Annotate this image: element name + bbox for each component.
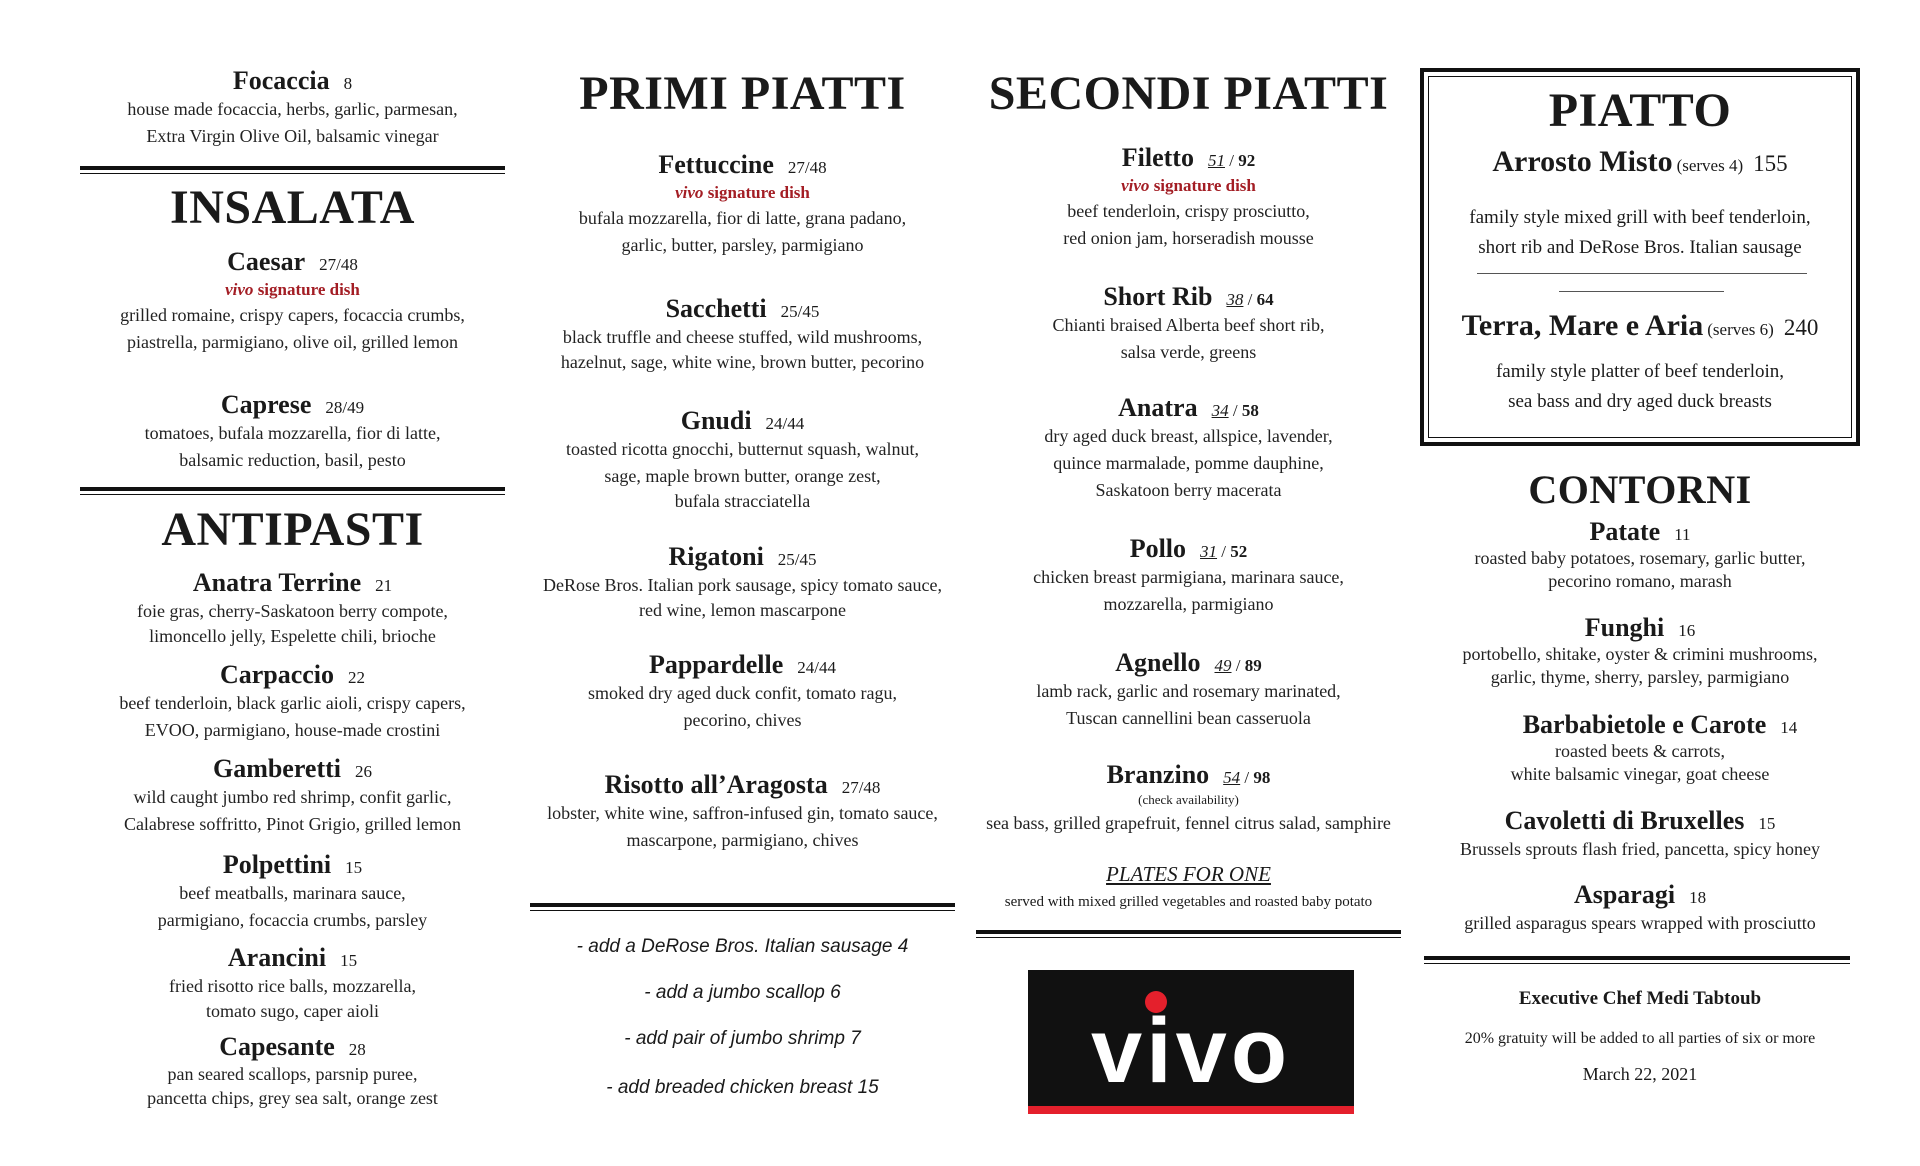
vivo-logo-text: vivo	[1090, 1000, 1292, 1102]
item-desc: family style platter of beef tenderloin,	[1495, 361, 1785, 382]
item-name: Focaccia	[232, 66, 330, 95]
item-name: Branzino	[1106, 760, 1210, 789]
item-name: Caesar	[227, 247, 306, 276]
item-desc: red onion jam, horseradish mousse	[1063, 228, 1314, 248]
item-desc: salsa verde, greens	[1120, 342, 1257, 362]
menu-item-funghi	[1420, 613, 1860, 689]
section-title-piatto: PIATTO	[1548, 84, 1732, 137]
menu-item-risotto	[530, 770, 955, 854]
item-desc: bufala mozzarella, fior di latte, grana padano,	[578, 208, 907, 228]
item-name: Polpettini	[222, 850, 332, 879]
item-price: 28/49	[325, 398, 365, 417]
item-price: 25/45	[777, 550, 817, 569]
menu-item-carpaccio	[80, 660, 505, 744]
item-desc: Chianti braised Alberta beef short rib,	[1052, 315, 1325, 335]
section-divider	[80, 487, 505, 495]
menu-item-asparagi	[1420, 880, 1860, 937]
item-desc: red wine, lemon mascarpone	[639, 600, 846, 620]
item-name: Pollo	[1129, 534, 1187, 563]
item-desc: sage, maple brown butter, orange zest,	[604, 466, 881, 486]
item-price: 18	[1689, 888, 1707, 907]
item-desc: black truffle and cheese stuffed, wild mushrooms,	[562, 327, 923, 347]
menu-item-pollo	[976, 534, 1401, 618]
vivo-logo	[1028, 970, 1354, 1114]
item-name: Barbabietole e Carote	[1522, 710, 1767, 739]
item-desc: beef tenderloin, black garlic aioli, crispy capers,	[119, 693, 466, 713]
menu-item-branzino	[976, 760, 1401, 837]
item-name: Cavoletti di Bruxelles	[1504, 806, 1745, 835]
item-desc: hazelnut, sage, white wine, brown butter, pecorino	[560, 352, 925, 372]
item-desc: Tuscan cannellini bean casseruola	[1066, 708, 1311, 728]
addon-shrimp: - add pair of jumbo shrimp 7	[624, 1028, 861, 1049]
item-price: 15	[345, 858, 363, 877]
menu-item-anatra-terrine	[80, 568, 505, 647]
item-price: 27/48	[841, 778, 881, 797]
item-name: Capesante	[219, 1032, 335, 1061]
item-name: Anatra Terrine	[192, 568, 362, 597]
item-name: Terra, Mare e Aria	[1461, 309, 1704, 342]
item-name: Asparagi	[1573, 880, 1676, 909]
item-price: 14	[1780, 718, 1798, 737]
item-desc: sea bass and dry aged duck breasts	[1508, 391, 1772, 412]
item-desc: mascarpone, parmigiano, chives	[626, 830, 859, 850]
item-name: Funghi	[1584, 613, 1665, 642]
menu-item-filetto	[976, 143, 1401, 252]
item-desc: Calabrese soffritto, Pinot Grigio, grilled lemon	[123, 814, 462, 834]
plates-for-one-desc: served with mixed grilled vegetables and roasted baby potato	[1004, 894, 1373, 910]
menu-item-rigatoni	[530, 542, 955, 621]
gratuity-note: 20% gratuity will be added to all parties of six or more	[1464, 1030, 1816, 1047]
item-desc: sea bass, grilled grapefruit, fennel citrus salad, samphire	[986, 813, 1391, 833]
item-desc: mozzarella, parmigiano	[1103, 594, 1274, 614]
addon-sausage: - add a DeRose Bros. Italian sausage 4	[576, 936, 909, 957]
menu-item-pappardelle	[530, 650, 955, 734]
item-desc: garlic, butter, parsley, parmigiano	[621, 235, 864, 255]
section-divider	[1424, 956, 1850, 964]
section-title-primi: PRIMI PIATTI	[579, 67, 906, 120]
item-desc: beef tenderloin, crispy prosciutto,	[1067, 201, 1310, 221]
section-title-antipasti: ANTIPASTI	[161, 503, 424, 556]
item-desc: piastrella, parmigiano, olive oil, grilled lemon	[127, 332, 458, 352]
plates-for-one-title: PLATES FOR ONE	[1106, 862, 1271, 886]
menu-item-fettuccine	[530, 150, 955, 259]
item-name: Agnello	[1115, 648, 1201, 677]
signature-badge: vivo signature dish	[675, 183, 810, 202]
menu-item-capesante	[80, 1032, 505, 1110]
item-name: Fettuccine	[658, 150, 774, 179]
item-desc: lobster, white wine, saffron-infused gin, tomato sauce,	[547, 803, 938, 823]
item-desc: grilled asparagus spears wrapped with prosciutto	[1464, 913, 1816, 933]
item-desc: pan seared scallops, parsnip puree,	[167, 1064, 418, 1084]
item-desc: dry aged duck breast, allspice, lavender,	[1044, 426, 1333, 446]
item-desc: grilled romaine, crispy capers, focaccia crumbs,	[120, 305, 465, 325]
item-desc: pecorino, chives	[683, 710, 802, 730]
item-price: 8	[343, 74, 353, 93]
section-title-contorni: CONTORNI	[1528, 467, 1752, 512]
item-price: 155	[1753, 151, 1788, 176]
section-divider	[530, 903, 955, 911]
section-title-secondi: SECONDI PIATTI	[988, 67, 1389, 120]
item-desc: bufala stracciatella	[674, 491, 811, 511]
signature-badge: vivo signature dish	[1121, 176, 1256, 195]
item-price: 31 / 52	[1200, 542, 1248, 561]
item-price: 240	[1783, 315, 1819, 340]
item-desc: Brussels sprouts flash fried, pancetta, spicy honey	[1460, 839, 1820, 859]
item-price: 49 / 89	[1214, 656, 1262, 675]
item-desc: roasted baby potatoes, rosemary, garlic butter,	[1474, 548, 1806, 568]
item-price: 38 / 64	[1226, 290, 1274, 309]
menu-item-sacchetti	[530, 294, 955, 373]
item-name: Short Rib	[1103, 282, 1213, 311]
item-price: 51 / 92	[1207, 151, 1256, 170]
availability-note: (check availability)	[1138, 792, 1239, 807]
item-desc: foie gras, cherry-Saskatoon berry compote,	[137, 601, 448, 621]
menu-item-short-rib	[976, 282, 1401, 366]
item-price: 22	[348, 668, 366, 687]
item-price: 25/45	[780, 302, 820, 321]
item-serves: (serves 4)	[1676, 156, 1744, 175]
item-name: Arrosto Misto	[1492, 145, 1673, 178]
menu-item-agnello	[976, 648, 1401, 732]
item-price: 27/48	[319, 255, 358, 274]
vivo-logo-mark	[1028, 970, 1354, 1114]
item-name: Patate	[1589, 517, 1661, 546]
item-name: Caprese	[220, 390, 312, 419]
item-name: Sacchetti	[665, 294, 767, 323]
menu-item-anatra	[976, 393, 1401, 504]
menu-item-focaccia	[80, 66, 505, 150]
menu-item-caprese	[80, 390, 505, 474]
item-desc: white balsamic vinegar, goat cheese	[1510, 764, 1770, 784]
inner-divider	[1559, 291, 1724, 292]
menu-item-cavoletti	[1420, 806, 1860, 863]
inner-divider	[1477, 273, 1807, 274]
item-price: 24/44	[765, 414, 805, 433]
vivo-logo-accent	[1028, 1106, 1354, 1114]
item-desc: garlic, thyme, sherry, parsley, parmigiano	[1490, 667, 1790, 687]
item-name: Rigatoni	[668, 542, 764, 571]
item-price: 34 / 58	[1211, 401, 1259, 420]
item-price: 15	[340, 951, 358, 970]
piatto-box	[1420, 68, 1860, 446]
item-price: 21	[375, 576, 393, 595]
item-desc: lamb rack, garlic and rosemary marinated,	[1036, 681, 1341, 701]
item-desc: pecorino romano, marash	[1548, 571, 1732, 591]
item-desc: DeRose Bros. Italian pork sausage, spicy tomato sauce,	[543, 575, 942, 595]
item-name: Arancini	[227, 943, 327, 972]
item-price: 27/48	[787, 158, 827, 177]
item-price: 24/44	[797, 658, 837, 677]
item-price: 54 / 98	[1223, 768, 1271, 787]
item-desc: family style mixed grill with beef tenderloin,	[1469, 207, 1811, 228]
item-desc: smoked dry aged duck confit, tomato ragu,	[588, 683, 897, 703]
menu-item-polpettini	[80, 850, 505, 934]
item-desc: fried risotto rice balls, mozzarella,	[169, 976, 416, 996]
item-serves: (serves 6)	[1707, 320, 1774, 339]
item-desc: limoncello jelly, Espelette chili, brioche	[149, 626, 436, 646]
item-desc: quince marmalade, pomme dauphine,	[1053, 453, 1324, 473]
item-name: Gnudi	[680, 406, 752, 435]
section-divider	[976, 930, 1401, 938]
item-desc: EVOO, parmigiano, house-made crostini	[144, 720, 441, 740]
item-name: Carpaccio	[219, 660, 335, 689]
item-desc: portobello, shitake, oyster & crimini mushrooms,	[1462, 644, 1818, 664]
item-desc: roasted beets & carrots,	[1555, 741, 1725, 761]
item-desc: short rib and DeRose Bros. Italian sausage	[1478, 237, 1802, 258]
menu-item-barbabietole	[1420, 710, 1860, 786]
item-desc: wild caught jumbo red shrimp, confit garlic,	[133, 787, 452, 807]
menu-item-patate	[1420, 517, 1860, 593]
item-desc: chicken breast parmigiana, marinara sauce,	[1033, 567, 1344, 587]
menu-item-gamberetti	[80, 754, 505, 838]
item-price: 28	[348, 1040, 366, 1059]
item-desc: beef meatballs, marinara sauce,	[179, 883, 406, 903]
item-desc: parmigiano, focaccia crumbs, parsley	[157, 910, 428, 930]
executive-chef: Executive Chef Medi Tabtoub	[1518, 988, 1762, 1009]
item-price: 15	[1758, 814, 1776, 833]
menu-item-caesar	[80, 247, 505, 356]
item-desc: house made focaccia, herbs, garlic, parmesan,	[127, 99, 458, 119]
item-desc: Saskatoon berry macerata	[1095, 480, 1282, 500]
menu-item-gnudi	[530, 406, 955, 512]
signature-badge: vivo signature dish	[225, 280, 360, 299]
menu-item-arancini	[80, 943, 505, 1022]
item-desc: pancetta chips, grey sea salt, orange zest	[147, 1088, 438, 1108]
addon-scallop: - add a jumbo scallop 6	[644, 982, 841, 1003]
item-desc: balsamic reduction, basil, pesto	[179, 450, 406, 470]
menu-item-arrosto-misto	[1429, 145, 1851, 179]
item-desc: Extra Virgin Olive Oil, balsamic vinegar	[146, 126, 439, 146]
item-desc: tomato sugo, caper aioli	[206, 1001, 379, 1021]
item-name: Risotto all’Aragosta	[604, 770, 828, 799]
item-name: Anatra	[1118, 393, 1198, 422]
menu-date: March 22, 2021	[1582, 1064, 1698, 1084]
item-name: Filetto	[1121, 143, 1194, 172]
item-name: Pappardelle	[648, 650, 784, 679]
item-price: 26	[355, 762, 373, 781]
addon-chicken: - add breaded chicken breast 15	[606, 1077, 879, 1098]
section-divider	[80, 166, 505, 174]
item-desc: toasted ricotta gnocchi, butternut squash, walnut,	[566, 439, 919, 459]
section-title-insalata: INSALATA	[170, 181, 415, 234]
item-name: Gamberetti	[212, 754, 342, 783]
menu-item-terra-mare-aria	[1429, 309, 1851, 343]
item-price: 16	[1678, 621, 1696, 640]
item-price: 11	[1674, 525, 1691, 544]
item-desc: tomatoes, bufala mozzarella, fior di latte,	[144, 423, 441, 443]
